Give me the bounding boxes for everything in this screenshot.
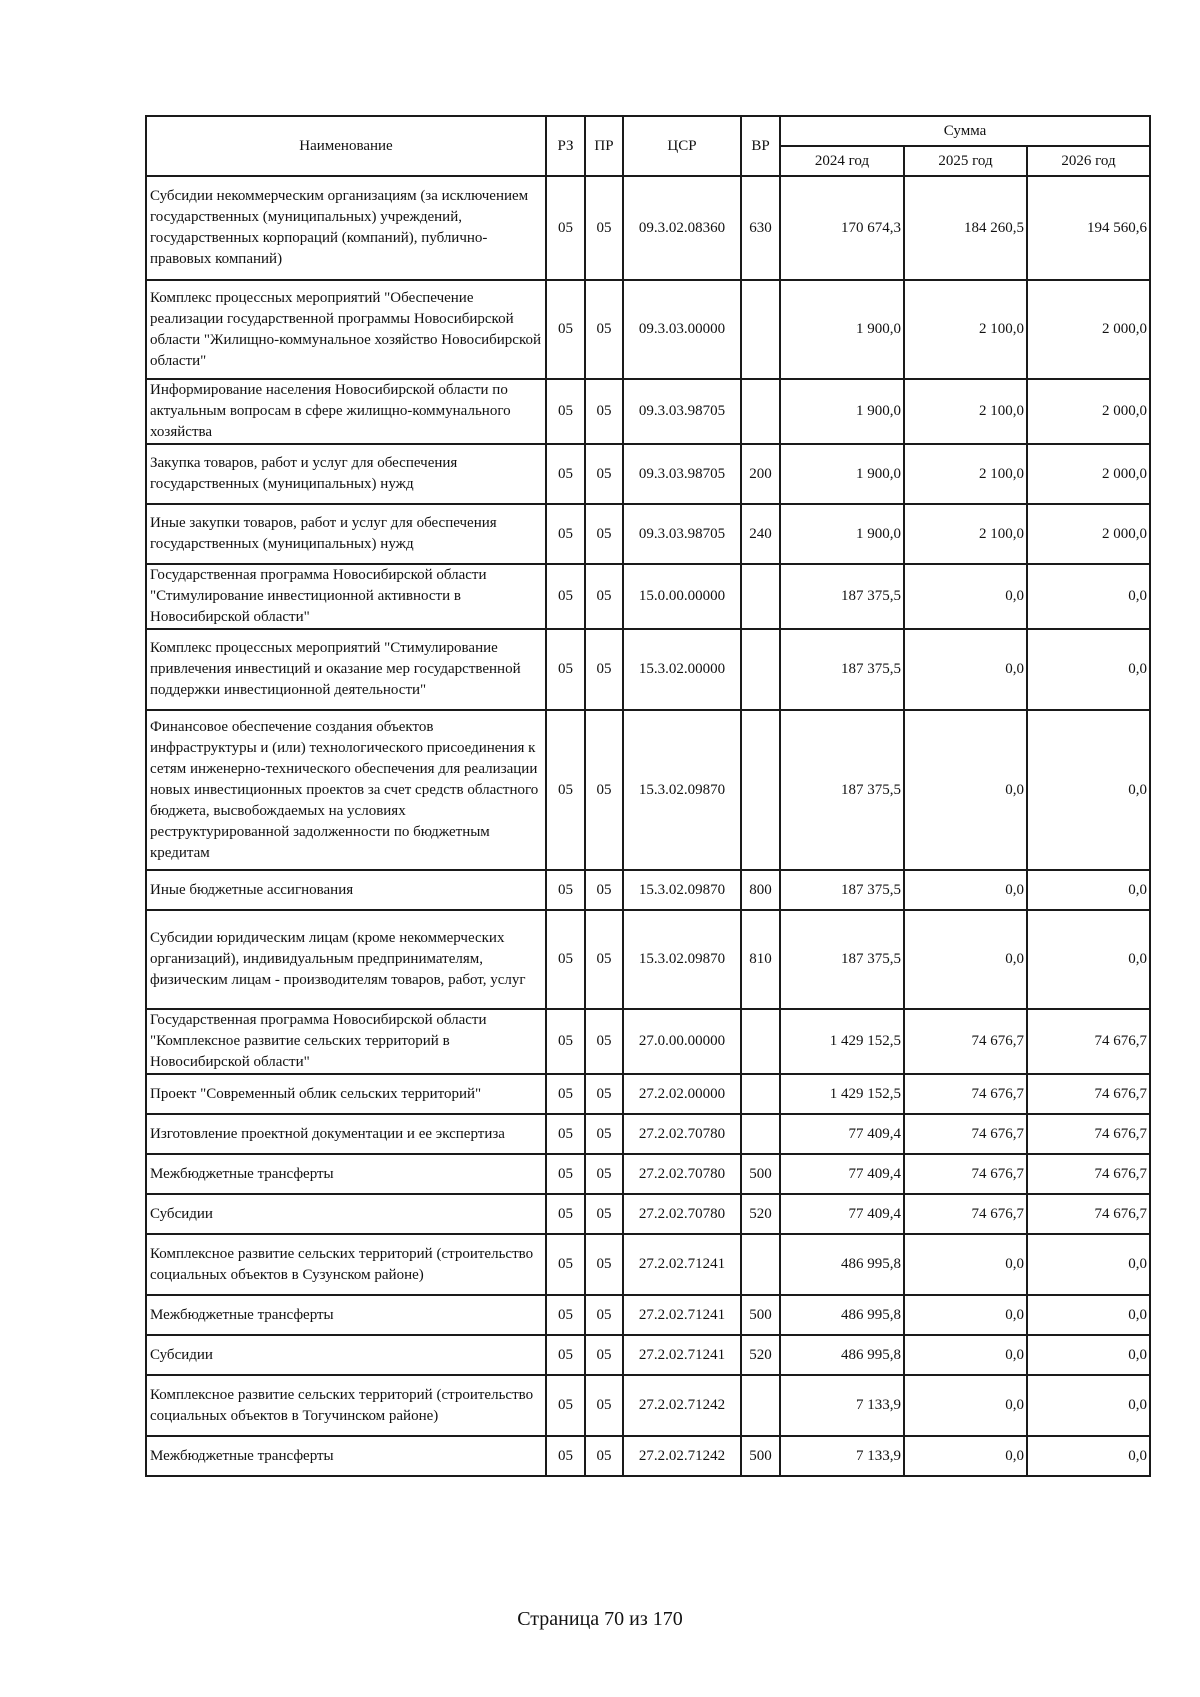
cell-rz: 05 <box>546 1154 585 1194</box>
cell-name: Комплекс процессных мероприятий "Обеспечение реализации государственной программы Новосибирской области "Жилищно-коммунальное хозяйство Новосибирской области" <box>146 280 546 379</box>
cell-name: Иные закупки товаров, работ и услуг для обеспечения государственных (муниципальных) нужд <box>146 504 546 564</box>
cell-csr: 15.0.00.00000 <box>623 564 741 629</box>
header-rz: РЗ <box>546 116 585 176</box>
cell-2025: 2 100,0 <box>904 280 1027 379</box>
budget-table <box>145 115 1151 1477</box>
cell-2026: 0,0 <box>1027 1436 1150 1476</box>
cell-2024: 1 429 152,5 <box>780 1009 904 1074</box>
cell-2025: 2 100,0 <box>904 444 1027 504</box>
header-csr: ЦСР <box>623 116 741 176</box>
cell-rz: 05 <box>546 444 585 504</box>
cell-2024: 1 900,0 <box>780 504 904 564</box>
table-row <box>146 1295 1150 1335</box>
cell-vr: 500 <box>741 1295 780 1335</box>
page-number: Страница 70 из 170 <box>517 1608 683 1630</box>
cell-2025: 74 676,7 <box>904 1194 1027 1234</box>
cell-2024: 187 375,5 <box>780 710 904 870</box>
cell-2024: 7 133,9 <box>780 1436 904 1476</box>
cell-name: Комплексное развитие сельских территорий (строительство социальных объектов в Сузунском районе) <box>146 1234 546 1295</box>
cell-vr <box>741 710 780 870</box>
cell-2025: 74 676,7 <box>904 1074 1027 1114</box>
cell-csr: 09.3.02.08360 <box>623 176 741 280</box>
cell-2025: 0,0 <box>904 910 1027 1009</box>
table-row <box>146 1436 1150 1476</box>
cell-rz: 05 <box>546 629 585 710</box>
cell-rz: 05 <box>546 1114 585 1154</box>
cell-pr: 05 <box>585 629 623 710</box>
cell-pr: 05 <box>585 280 623 379</box>
cell-2024: 187 375,5 <box>780 910 904 1009</box>
cell-vr <box>741 1074 780 1114</box>
cell-2026: 74 676,7 <box>1027 1074 1150 1114</box>
header-2026: 2026 год <box>1027 146 1150 176</box>
cell-rz: 05 <box>546 1375 585 1436</box>
table-header <box>146 116 1150 176</box>
cell-2025: 0,0 <box>904 1335 1027 1375</box>
cell-rz: 05 <box>546 504 585 564</box>
header-sum: Сумма <box>780 116 1150 146</box>
table-row <box>146 280 1150 379</box>
cell-rz: 05 <box>546 710 585 870</box>
table-row <box>146 176 1150 280</box>
table-row <box>146 1234 1150 1295</box>
header-2025: 2025 год <box>904 146 1027 176</box>
cell-pr: 05 <box>585 1114 623 1154</box>
cell-2025: 0,0 <box>904 1375 1027 1436</box>
table-row <box>146 1009 1150 1074</box>
cell-2026: 0,0 <box>1027 910 1150 1009</box>
cell-2025: 2 100,0 <box>904 504 1027 564</box>
cell-vr <box>741 1234 780 1295</box>
cell-2025: 74 676,7 <box>904 1154 1027 1194</box>
cell-2025: 74 676,7 <box>904 1009 1027 1074</box>
cell-2025: 0,0 <box>904 1234 1027 1295</box>
cell-csr: 27.2.02.70780 <box>623 1114 741 1154</box>
cell-rz: 05 <box>546 1295 585 1335</box>
cell-pr: 05 <box>585 444 623 504</box>
cell-csr: 27.2.02.71242 <box>623 1436 741 1476</box>
cell-rz: 05 <box>546 1335 585 1375</box>
cell-vr <box>741 629 780 710</box>
cell-rz: 05 <box>546 1436 585 1476</box>
cell-pr: 05 <box>585 1009 623 1074</box>
cell-name: Изготовление проектной документации и ее экспертиза <box>146 1114 546 1154</box>
cell-2024: 1 429 152,5 <box>780 1074 904 1114</box>
cell-name: Межбюджетные трансферты <box>146 1295 546 1335</box>
cell-2025: 0,0 <box>904 1436 1027 1476</box>
cell-rz: 05 <box>546 176 585 280</box>
cell-name: Субсидии юридическим лицам (кроме некоммерческих организаций), индивидуальным предпринимателям, физическим лицам - производителям товаров, работ, услуг <box>146 910 546 1009</box>
cell-2026: 2 000,0 <box>1027 444 1150 504</box>
cell-2025: 0,0 <box>904 710 1027 870</box>
cell-name: Финансовое обеспечение создания объектов инфраструктуры и (или) технологического присоединения к сетям инженерно-технического обеспечения для реализации новых инвестиционных проектов за счет средств областного бюджета, высвобождаемых на условиях реструктурированной задолженности по бюджетным кредитам <box>146 710 546 870</box>
cell-vr: 630 <box>741 176 780 280</box>
cell-vr: 500 <box>741 1154 780 1194</box>
table-row <box>146 870 1150 910</box>
header-2024: 2024 год <box>780 146 904 176</box>
table-row <box>146 444 1150 504</box>
cell-2026: 2 000,0 <box>1027 280 1150 379</box>
cell-vr: 520 <box>741 1194 780 1234</box>
cell-pr: 05 <box>585 176 623 280</box>
cell-name: Проект "Современный облик сельских территорий" <box>146 1074 546 1114</box>
cell-vr <box>741 379 780 444</box>
cell-csr: 27.2.02.00000 <box>623 1074 741 1114</box>
table-row <box>146 504 1150 564</box>
cell-2025: 0,0 <box>904 870 1027 910</box>
table-row <box>146 629 1150 710</box>
cell-pr: 05 <box>585 1154 623 1194</box>
cell-csr: 09.3.03.98705 <box>623 444 741 504</box>
cell-vr: 520 <box>741 1335 780 1375</box>
cell-2026: 0,0 <box>1027 1234 1150 1295</box>
cell-2025: 74 676,7 <box>904 1114 1027 1154</box>
cell-2024: 1 900,0 <box>780 280 904 379</box>
table-row <box>146 1074 1150 1114</box>
cell-pr: 05 <box>585 1335 623 1375</box>
header-vr: ВР <box>741 116 780 176</box>
cell-2026: 74 676,7 <box>1027 1009 1150 1074</box>
table-row <box>146 1114 1150 1154</box>
cell-pr: 05 <box>585 1074 623 1114</box>
table-row <box>146 910 1150 1009</box>
cell-rz: 05 <box>546 870 585 910</box>
cell-name: Информирование населения Новосибирской области по актуальным вопросам в сфере жилищно-коммунального хозяйства <box>146 379 546 444</box>
cell-2026: 74 676,7 <box>1027 1194 1150 1234</box>
table-body <box>146 176 1150 1476</box>
cell-pr: 05 <box>585 564 623 629</box>
cell-name: Межбюджетные трансферты <box>146 1436 546 1476</box>
cell-csr: 15.3.02.09870 <box>623 870 741 910</box>
cell-csr: 09.3.03.98705 <box>623 379 741 444</box>
cell-csr: 27.2.02.70780 <box>623 1194 741 1234</box>
cell-csr: 27.0.00.00000 <box>623 1009 741 1074</box>
cell-2024: 170 674,3 <box>780 176 904 280</box>
cell-2026: 0,0 <box>1027 1335 1150 1375</box>
cell-2026: 0,0 <box>1027 710 1150 870</box>
cell-2024: 187 375,5 <box>780 870 904 910</box>
cell-vr <box>741 564 780 629</box>
cell-pr: 05 <box>585 1375 623 1436</box>
cell-2025: 0,0 <box>904 629 1027 710</box>
cell-2024: 77 409,4 <box>780 1114 904 1154</box>
cell-rz: 05 <box>546 564 585 629</box>
cell-name: Комплекс процессных мероприятий "Стимулирование привлечения инвестиций и оказание мер государственной поддержки инвестиционной деятельности" <box>146 629 546 710</box>
cell-name: Государственная программа Новосибирской области "Стимулирование инвестиционной активности в Новосибирской области" <box>146 564 546 629</box>
cell-rz: 05 <box>546 280 585 379</box>
cell-pr: 05 <box>585 1295 623 1335</box>
cell-csr: 15.3.02.00000 <box>623 629 741 710</box>
cell-2024: 1 900,0 <box>780 379 904 444</box>
cell-vr <box>741 1375 780 1436</box>
cell-2024: 486 995,8 <box>780 1234 904 1295</box>
cell-2026: 2 000,0 <box>1027 379 1150 444</box>
cell-csr: 27.2.02.71241 <box>623 1295 741 1335</box>
cell-2026: 0,0 <box>1027 1295 1150 1335</box>
cell-2026: 0,0 <box>1027 629 1150 710</box>
cell-vr <box>741 1114 780 1154</box>
cell-2026: 74 676,7 <box>1027 1114 1150 1154</box>
cell-csr: 15.3.02.09870 <box>623 710 741 870</box>
header-name: Наименование <box>146 116 546 176</box>
cell-2024: 486 995,8 <box>780 1295 904 1335</box>
cell-pr: 05 <box>585 1234 623 1295</box>
cell-2024: 77 409,4 <box>780 1154 904 1194</box>
cell-2024: 486 995,8 <box>780 1335 904 1375</box>
cell-csr: 15.3.02.09870 <box>623 910 741 1009</box>
cell-name: Комплексное развитие сельских территорий (строительство социальных объектов в Тогучинском районе) <box>146 1375 546 1436</box>
cell-2026: 0,0 <box>1027 1375 1150 1436</box>
table-row <box>146 1335 1150 1375</box>
cell-rz: 05 <box>546 1234 585 1295</box>
cell-name: Государственная программа Новосибирской области "Комплексное развитие сельских территорий в Новосибирской области" <box>146 1009 546 1074</box>
header-pr: ПР <box>585 116 623 176</box>
cell-csr: 27.2.02.71241 <box>623 1335 741 1375</box>
table-row <box>146 379 1150 444</box>
cell-rz: 05 <box>546 379 585 444</box>
cell-pr: 05 <box>585 379 623 444</box>
table-row <box>146 1154 1150 1194</box>
cell-name: Закупка товаров, работ и услуг для обеспечения государственных (муниципальных) нужд <box>146 444 546 504</box>
cell-pr: 05 <box>585 1436 623 1476</box>
cell-vr <box>741 280 780 379</box>
cell-pr: 05 <box>585 1194 623 1234</box>
cell-name: Субсидии <box>146 1335 546 1375</box>
cell-2024: 7 133,9 <box>780 1375 904 1436</box>
cell-name: Субсидии <box>146 1194 546 1234</box>
cell-vr: 500 <box>741 1436 780 1476</box>
cell-2025: 2 100,0 <box>904 379 1027 444</box>
cell-2026: 0,0 <box>1027 870 1150 910</box>
cell-2025: 184 260,5 <box>904 176 1027 280</box>
cell-2024: 187 375,5 <box>780 629 904 710</box>
cell-rz: 05 <box>546 1194 585 1234</box>
cell-csr: 27.2.02.71241 <box>623 1234 741 1295</box>
cell-name: Субсидии некоммерческим организациям (за исключением государственных (муниципальных) учреждений, государственных корпораций (компаний), публично-правовых компаний) <box>146 176 546 280</box>
cell-rz: 05 <box>546 910 585 1009</box>
cell-csr: 09.3.03.98705 <box>623 504 741 564</box>
table-row <box>146 1194 1150 1234</box>
cell-vr: 240 <box>741 504 780 564</box>
cell-rz: 05 <box>546 1009 585 1074</box>
cell-pr: 05 <box>585 710 623 870</box>
cell-2024: 77 409,4 <box>780 1194 904 1234</box>
table-row <box>146 564 1150 629</box>
cell-2025: 0,0 <box>904 564 1027 629</box>
cell-name: Иные бюджетные ассигнования <box>146 870 546 910</box>
cell-vr <box>741 1009 780 1074</box>
cell-vr: 200 <box>741 444 780 504</box>
cell-vr: 810 <box>741 910 780 1009</box>
cell-2024: 187 375,5 <box>780 564 904 629</box>
cell-pr: 05 <box>585 504 623 564</box>
cell-2026: 2 000,0 <box>1027 504 1150 564</box>
cell-rz: 05 <box>546 1074 585 1114</box>
cell-2025: 0,0 <box>904 1295 1027 1335</box>
cell-2026: 74 676,7 <box>1027 1154 1150 1194</box>
cell-2026: 194 560,6 <box>1027 176 1150 280</box>
cell-2026: 0,0 <box>1027 564 1150 629</box>
cell-csr: 27.2.02.71242 <box>623 1375 741 1436</box>
cell-vr: 800 <box>741 870 780 910</box>
table-row <box>146 710 1150 870</box>
cell-csr: 27.2.02.70780 <box>623 1154 741 1194</box>
cell-name: Межбюджетные трансферты <box>146 1154 546 1194</box>
cell-pr: 05 <box>585 870 623 910</box>
cell-2024: 1 900,0 <box>780 444 904 504</box>
cell-pr: 05 <box>585 910 623 1009</box>
table-row <box>146 1375 1150 1436</box>
cell-csr: 09.3.03.00000 <box>623 280 741 379</box>
